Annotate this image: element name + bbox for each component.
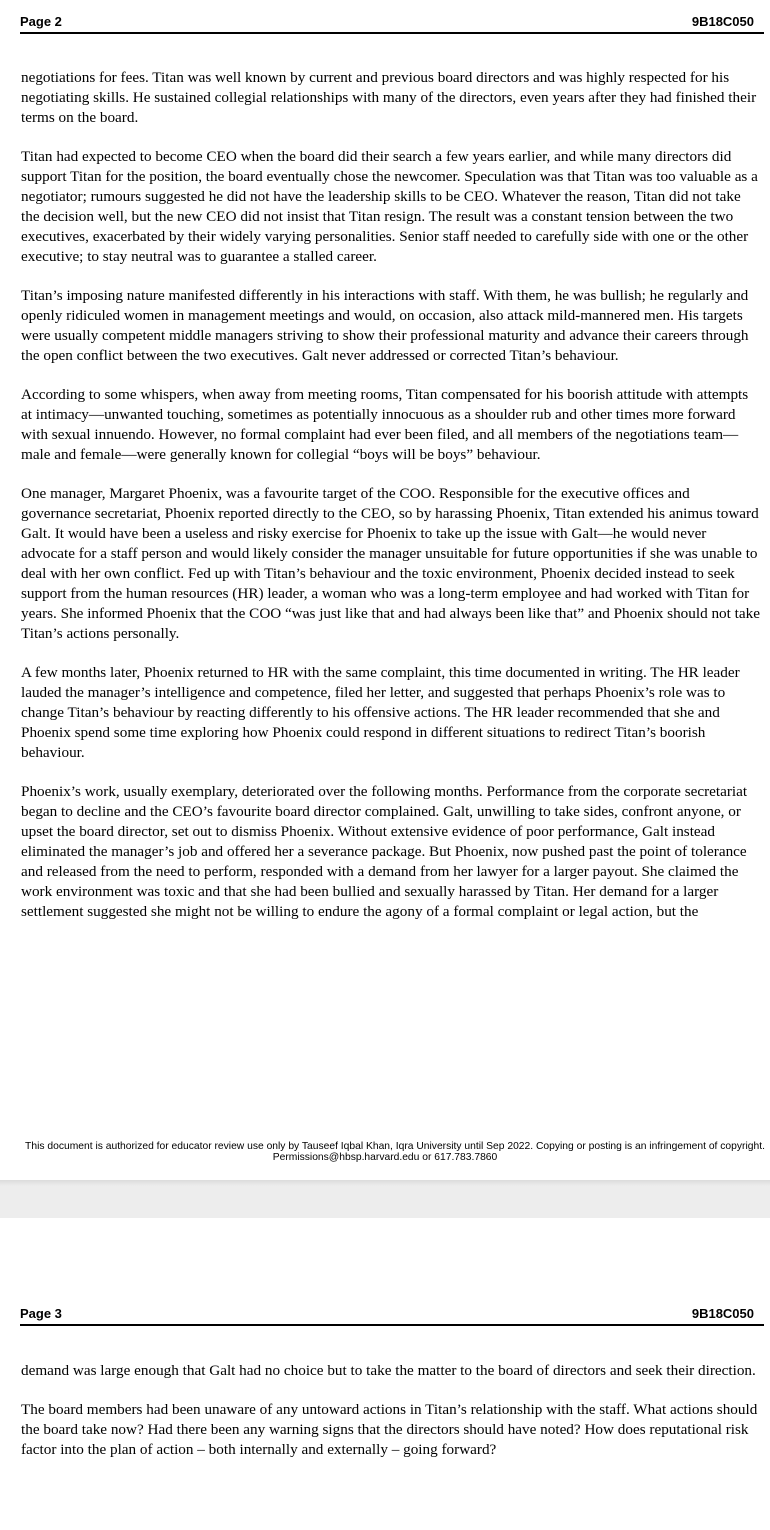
page-body bbox=[21, 1361, 761, 1479]
copyright-notice: This document is authorized for educator review use only by Tauseef Iqbal Khan, Iqra University until Sep 2022. Copying or posting is an infringement of copyright. bbox=[25, 1141, 765, 1152]
paragraph: Titan had expected to become CEO when the board did their search a few years earlier, and while many directors did support Titan for the position, the board eventually chose the newcomer. Speculation was that Titan was too valuable as a negotiator; rumours suggested he did not have the leadership skills to be CEO. Whatever the reason, Titan did not take the decision well, but the new CEO did not insist that Titan resign. The result was a constant tension between the two executives, exacerbated by their widely varying personalities. Senior staff needed to carefully side with one or the other executive; to stay neutral was to guarantee a stalled career. bbox=[21, 148, 758, 265]
paragraph: demand was large enough that Galt had no choice but to take the matter to the board of directors and seek their direction. bbox=[21, 1362, 756, 1379]
document-page-3 bbox=[0, 1218, 770, 1530]
permissions-contact: Permissions@hbsp.harvard.edu or 617.783.7860 bbox=[272, 1152, 498, 1163]
case-code: 9B18C050 bbox=[691, 14, 754, 29]
page-header bbox=[20, 1307, 764, 1321]
page-header bbox=[20, 15, 764, 29]
page-gap bbox=[0, 1180, 770, 1186]
paragraph: Titan’s imposing nature manifested differently in his interactions with staff. With them, he was bullish; he regularly and openly ridiculed women in management meetings and would, on occasion, also attack mild-mannered men. His targets were usually competent middle managers striving to show their professional maturity and advance their careers through the open conflict between the two executives. Galt never addressed or corrected Titan’s behaviour. bbox=[21, 287, 749, 364]
page-number: Page 3 bbox=[20, 1306, 62, 1321]
header-rule bbox=[20, 1324, 764, 1326]
case-code: 9B18C050 bbox=[691, 1306, 754, 1321]
paragraph: negotiations for fees. Titan was well known by current and previous board directors and was highly respected for his negotiating skills. He sustained collegial relationships with many of the directors, even years after they had finished their terms on the board. bbox=[21, 69, 757, 126]
paragraph: The board members had been unaware of any untoward actions in Titan’s relationship with the staff. What actions should the board take now? Had there been any warning signs that the directors should have noted? How does reputational risk factor into the plan of action – both internally and externally – going forward? bbox=[21, 1401, 758, 1458]
paragraph: According to some whispers, when away from meeting rooms, Titan compensated for his boorish attitude with attempts at intimacy—unwanted touching, sometimes as potentially innocuous as a shoulder rub and other times more forward with sexual innuendo. However, no formal complaint had ever been filed, and all members of the negotiations team—male and female—were generally known for collegial “boys will be boys” behaviour. bbox=[21, 386, 749, 463]
paragraph: A few months later, Phoenix returned to HR with the same complaint, this time documented in writing. The HR leader lauded the manager’s intelligence and competence, filed her letter, and suggested that perhaps Phoenix’s role was to change Titan’s behaviour by reacting differently to his offensive actions. The HR leader recommended that she and Phoenix spend some time exploring how Phoenix could respond in different situations to redirect Titan’s boorish behaviour. bbox=[21, 664, 740, 761]
page-number: Page 2 bbox=[20, 14, 62, 29]
page-body bbox=[21, 68, 761, 941]
paragraph: Phoenix’s work, usually exemplary, deteriorated over the following months. Performance from the corporate secretariat began to decline and the CEO’s favourite board director complained. Galt, unwilling to take sides, confront anyone, or upset the board director, set out to dismiss Phoenix. Without extensive evidence of poor performance, Galt instead eliminated the manager’s job and offered her a severance package. But Phoenix, now pushed past the point of tolerance and released from the need to perform, responded with a demand from her lawyer for a larger payout. She claimed the work environment was toxic and that she had been bullied and sexually harassed by Titan. Her demand for a larger settlement suggested she might not be willing to endure the agony of a formal complaint or legal action, but the bbox=[21, 783, 748, 920]
header-rule bbox=[20, 32, 764, 34]
paragraph: One manager, Margaret Phoenix, was a favourite target of the COO. Responsible for the executive offices and governance secretariat, Phoenix reported directly to the CEO, so by harassing Phoenix, Titan extended his animus toward Galt. It would have been a useless and risky exercise for Phoenix to take up the issue with Galt—he would never advocate for a staff person and would likely consider the manager unsuitable for future opportunities if she was unable to deal with her own conflict. Fed up with Titan’s behaviour and the toxic environment, Phoenix decided instead to seek support from the human resources (HR) leader, a woman who was a long-term employee and had worked with Titan for years. She informed Phoenix that the COO “was just like that and had always been like that” and Phoenix should not take Titan’s actions personally. bbox=[21, 485, 760, 642]
